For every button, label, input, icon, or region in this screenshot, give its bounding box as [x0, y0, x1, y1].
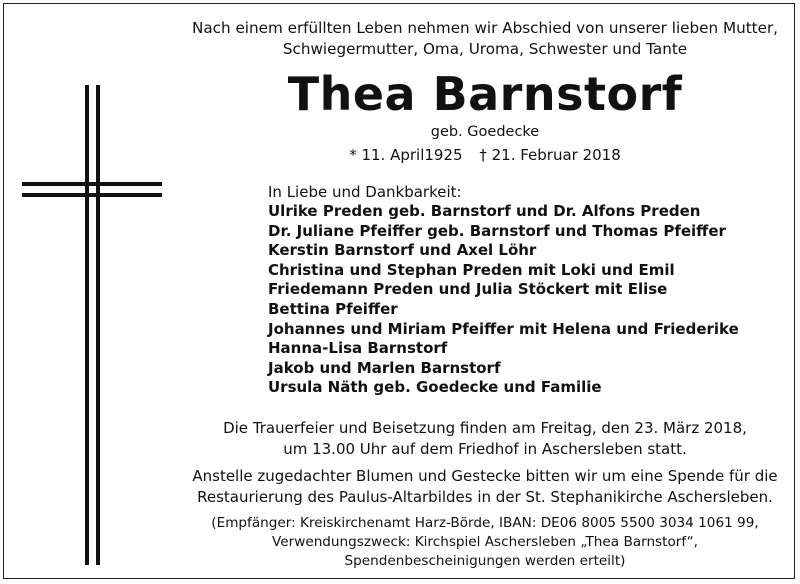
- death-date: † 21. Februar 2018: [479, 146, 621, 164]
- mourner-entry: Friedemann Preden und Julia Stöckert mit Elise: [268, 280, 668, 299]
- service-line: um 13.00 Uhr auf dem Friedhof in Aschersleben statt.: [283, 439, 687, 458]
- mourner-entry: Bettina Pfeiffer: [268, 299, 398, 318]
- donation-request: [175, 466, 795, 507]
- account-line: Spendenbescheinigungen werden erteilt): [344, 553, 626, 569]
- mourners-lead: In Liebe und Dankbarkeit:: [268, 183, 462, 201]
- service-info: [175, 418, 795, 459]
- mourner-entry: Christina und Stephan Preden mit Loki und Emil: [268, 260, 675, 279]
- cross-icon: [22, 85, 162, 565]
- mourner-entry: Johannes und Miriam Pfeiffer mit Helena und Friederike: [268, 319, 739, 338]
- service-line: Die Trauerfeier und Beisetzung finden am Freitag, den 23. März 2018,: [223, 419, 747, 437]
- maiden-name: geb. Goedecke: [430, 124, 540, 140]
- mourner-entry: Ursula Näth geb. Goedecke und Familie: [268, 378, 602, 397]
- mourner-entry: Hanna-Lisa Barnstorf: [268, 339, 448, 358]
- mourner-entry: Dr. Juliane Pfeiffer geb. Barnstorf und Thomas Pfeiffer: [268, 221, 726, 240]
- mourner-entry: Ulrike Preden geb. Barnstorf und Dr. Alfons Preden: [268, 202, 701, 220]
- birth-date: * 11. April1925: [349, 146, 463, 164]
- intro-line: Nach einem erfüllten Leben nehmen wir Abschied von unserer lieben Mutter,: [191, 19, 779, 37]
- mourner-entry: Kerstin Barnstorf und Axel Löhr: [268, 241, 537, 260]
- account-line: (Empfänger: Kreiskirchenamt Harz-Börde, IBAN: DE06 8005 5500 3034 1061 99,: [211, 515, 759, 531]
- donation-line: Anstelle zugedachter Blumen und Gestecke bitten wir um eine Spende für die: [192, 467, 778, 485]
- account-line: Verwendungszweck: Kirchspiel Aschersleben „Thea Barnstorf“,: [272, 534, 698, 550]
- mourner-entry: Jakob und Marlen Barnstorf: [268, 358, 501, 377]
- deceased-name: Thea Barnstorf: [287, 67, 683, 121]
- life-dates: [175, 144, 795, 166]
- intro-line: Schwiegermutter, Oma, Uroma, Schwester und Tante: [282, 40, 688, 58]
- intro-text: [175, 18, 795, 60]
- donation-account: [175, 514, 795, 571]
- mourners-list: [268, 182, 788, 398]
- donation-line: Restaurierung des Paulus-Altarbildes in der St. Stephanikirche Aschersleben.: [197, 487, 773, 506]
